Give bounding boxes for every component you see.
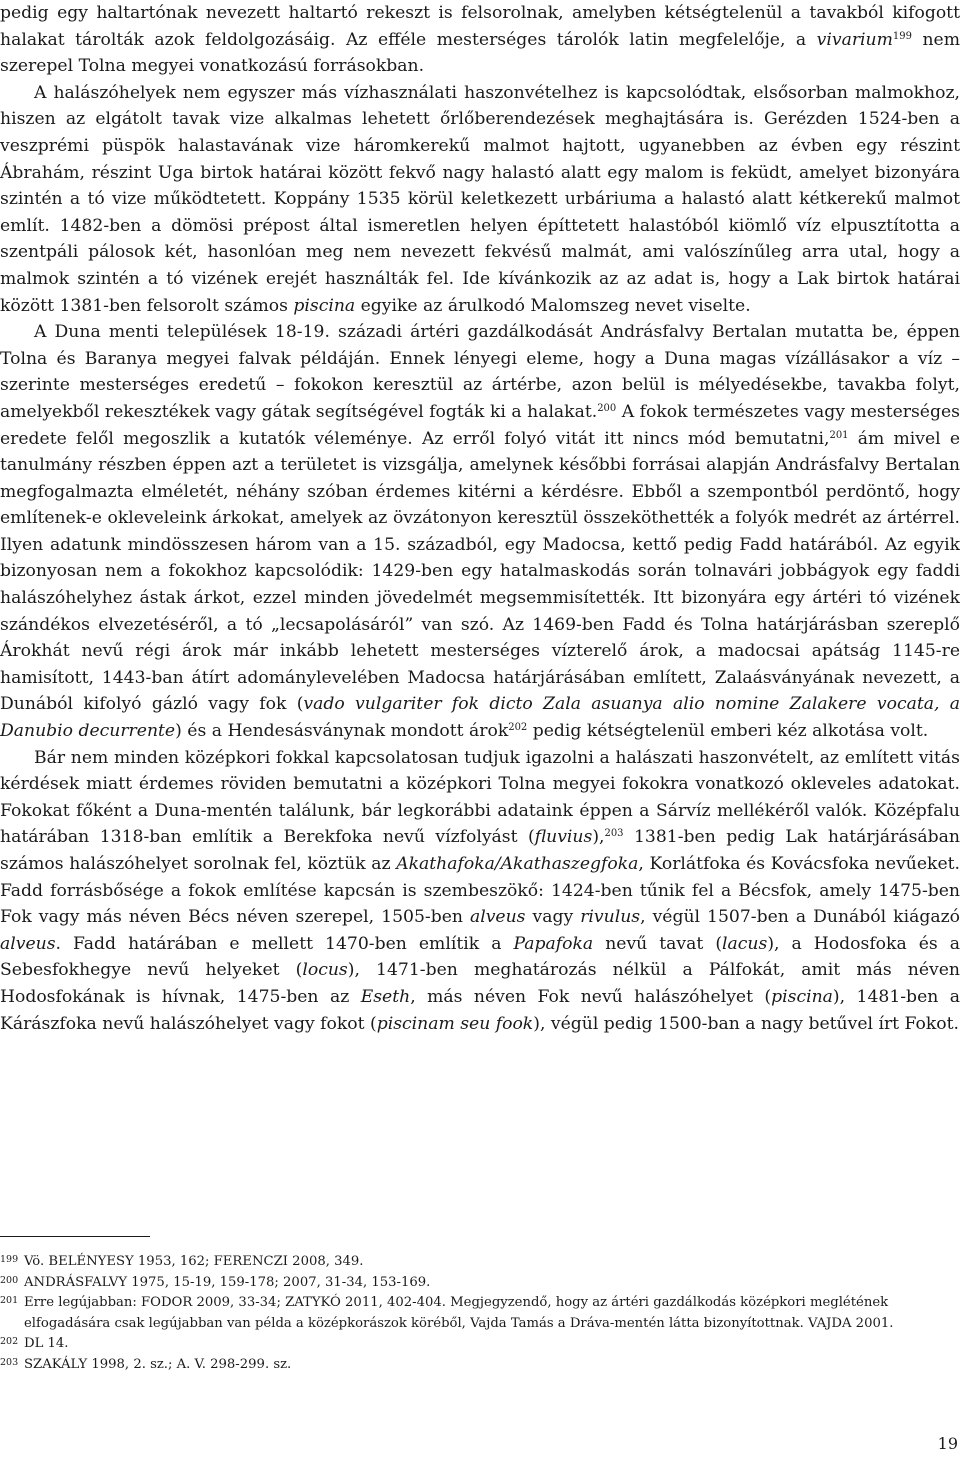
footnote-ref: 201 (829, 429, 849, 441)
text-run: ), (592, 827, 605, 848)
text-run: , Korlátfoka és Kovácsfoka nevűeket. Fadd forrásbősége a fokok említése kapcsán is szembeszökő: 1424-ben tűnik fel a Bécsfok, amely 1475-ben Fok vagy más néven Bécs néven szerepel, 1505-ben (0, 854, 960, 928)
italic-text: lacus (722, 933, 768, 954)
text-run: vagy (525, 907, 581, 928)
paragraph (0, 0, 960, 80)
text-run: Bár nem minden középkori fokkal kapcsolatosan tudjuk igazolni a halászati haszonvételt, az említett vitás kérdések miatt érdemes röviden bemutatni a középkori Tolna megyei fokokra vonatkozó okleveles adatokat. Fokokat főként a Duna-mentén találunk, bár legkorábbi adataink éppen a Sárvíz mellékéről valók. Középfalu határában 1318-ban említik a Berekfoka nevű vízfolyást ( (0, 747, 960, 848)
italic-text: vado vulgariter fok dicto Zala asuanya alio nomine Zalakere vocata, a Danubio decurrente (0, 694, 960, 742)
footnote (0, 1355, 960, 1376)
footnote-text: Erre legújabban: FODOR 2009, 33-34; ZATYKÓ 2011, 402-404. Megjegyzendő, hogy az ártéri gazdálkodás középkori meglétének elfogadására csak legújabban van példa a középkorászok köréből, Vajda Tamás a Dráva-mentén látta bizonyítottnak. VAJDA 2001. (24, 1295, 894, 1331)
text-run: , más néven Fok nevű halászóhelyet ( (410, 986, 772, 1007)
paragraph (0, 745, 960, 1038)
text-run: ) és a Hendesásványnak mondott árok (175, 721, 509, 742)
footnote-text: ANDRÁSFALVY 1975, 15-19, 159-178; 2007, 31-34, 153-169. (24, 1274, 431, 1290)
text-run: ), a Hodosfoka és a Sebesfokhegye nevű helyeket ( (0, 933, 960, 981)
footnote (0, 1293, 960, 1334)
italic-text: locus (302, 960, 348, 981)
footnote-text: DL 14. (24, 1336, 69, 1352)
text-run: egyike az árulkodó Malomszeg nevet viselte. (355, 295, 751, 316)
italic-text: piscina (293, 295, 356, 316)
text-run: . Fadd határában e mellett 1470-ben említik a (55, 933, 514, 954)
italic-text: alveus (469, 907, 526, 928)
text-run: pedig kétségtelenül emberi kéz alkotása volt. (527, 721, 929, 742)
italic-text: Papafoka (513, 933, 594, 954)
footnote-text: Vö. BELÉNYESY 1953, 162; FERENCZI 2008, 349. (24, 1254, 364, 1269)
italic-text: alveus (0, 933, 56, 954)
text-run: nevű tavat ( (593, 933, 723, 954)
text-run: 1381-ben pedig Lak határjárásában számos halászóhelyet sorolnak fel, köztük az (0, 827, 960, 874)
italic-text: fluvius (534, 827, 593, 848)
text-run: A halászóhelyek nem egyszer más vízhasználati haszonvételhez is kapcsolódtak, elsősorban malmokhoz, hiszen az elgátolt tavak vize alkalmas lehetett őrlőberendezések meghajtására is. Gerézden 1524-ben a veszprémi püspök halastavának vize háromkerekű malmot hajtott, ugyanebben az évben egy részint Ábrahám, részint Uga birtok határai között fekvő nagy halastó alatt egy malom is feküdt, amelyet bizonyára szintén a tó vize működtetett. Koppány 1535 körül keletkezett urbáriuma a halastó alatt kétkerekű malmot említ. 1482-ben a dömösi prépost által ismeretlen helyen építtetett halastóból kiömlő víz elpusztította a szentpáli pálosok két, hasonlóan meg nem nevezett fekvésű malmát, ami valószínűleg arra utal, hogy a malmok szintén a tó vizének erejét használták fel. Ide kívánkozik az az adat is, hogy a Lak birtok határai között 1381-ben felsorolt számos (0, 82, 960, 316)
footnote-ref: 199 (892, 30, 912, 42)
paragraph (0, 80, 960, 319)
text-run: ), 1471-ben meghatározás nélkül a Pálfokát, amit más néven Hodosfokának is hívnak, 1475-ben az (0, 960, 960, 1007)
footnote-number: 201 (0, 1295, 19, 1307)
footnote-separator (0, 1236, 150, 1237)
page-number: 19 (937, 1434, 958, 1453)
text-run: nem szerepel Tolna megyei vonatkozású forrásokban. (0, 29, 960, 77)
italic-text: vivarium (816, 29, 893, 50)
text-run: A Duna menti települések 18-19. századi ártéri gazdálkodását Andrásfalvy Bertalan mutatta be, éppen Tolna és Baranya megyei falvak példáján. Ennek lényegi eleme, hogy a Duna magas vízállásakor a víz – szerinte mesterséges eredetű – fokokon keresztül az ártérbe, azon belül is mélyedésekbe, tavakba folyt, amelyekből rekesztékek vagy gátak segítségével fogták ki a halakat. (0, 322, 960, 422)
italic-text: Akathafoka/Akathaszegfoka (396, 854, 639, 874)
footnote-ref: 203 (604, 828, 624, 840)
footnote-ref: 202 (508, 721, 528, 733)
footnote (0, 1334, 960, 1355)
italic-text: piscina (771, 986, 833, 1007)
footnote-ref: 200 (597, 402, 617, 414)
text-run: A fokok természetes vagy mesterséges eredete felől megoszlik a kutatók véleménye. Az erről folyó vitát itt nincs mód bemutatni, (0, 401, 960, 449)
text-run: pedig egy haltartónak nevezett haltartó rekeszt is felsorolnak, amelyben kétségtelenül a tavakból kifogott halakat tárolták azok feldolgozásáig. Az efféle mesterséges tárolók latin megfelelője, a (0, 3, 960, 50)
text-run: ám mivel e tanulmány részben éppen azt a területet is vizsgálja, amelynek későbbi forrásai alapján Andrásfalvy Bertalan megfogalmazta elméletét, néhány szóban érdemes kitérni a kérdésre. Ebből a szempontból perdöntő, hogy említenek-e okleveleink árkokat, amelyek az övzátonyon keresztül összeköthették a folyók medrét az ártérrel. Ilyen adatunk mindösszesen három van a 15. századból, egy Madocsa, kettő pedig Fadd határából. Az egyik bizonyosan nem a fokokhoz kapcsolódik: 1429-ben egy hatalmaskodás során tolnavári jobbágyok egy faddi halászóhelyhez ástak árkot, ezzel minden jövedelmét megsemmisítették. Itt bizonyára egy ártéri tó vizének szándékos elvezetéséről, a tó „lecsapolásáról” van szó. Az 1469-ben Fadd és Tolna határjárásban szereplő Árokhát nevű régi árok már inkább lehetett mesterséges vízterelő árok, a madocsai apátság 1145-re hamisított, 1443-ban átírt adománylevelében Madocsa határjárásában említett, Zalaásványának nevezett, a Dunából kifolyó gázló vagy fok ( (0, 428, 960, 715)
footnote-number: 203 (0, 1356, 19, 1368)
footnote-number: 202 (0, 1336, 19, 1348)
footnote (0, 1252, 960, 1273)
text-run: ), végül pedig 1500-ban a nagy betűvel írt Fokot. (533, 1013, 959, 1034)
footnote-number: 199 (0, 1254, 19, 1265)
text-run: , végül 1507-ben a Dunából kiágazó (640, 907, 960, 928)
footnote (0, 1273, 960, 1294)
footnote-text: SZAKÁLY 1998, 2. sz.; A. V. 298-299. sz. (24, 1356, 292, 1372)
footnotes (0, 1252, 960, 1376)
text-run: ), 1481-ben a Kárászfoka nevű halászóhelyet vagy fokot ( (0, 986, 960, 1034)
italic-text: rivulus (580, 907, 641, 928)
footnote-number: 200 (0, 1274, 19, 1286)
italic-text: piscinam seu fook (376, 1013, 534, 1034)
italic-text: Eseth (360, 986, 411, 1007)
paragraph (0, 319, 960, 745)
